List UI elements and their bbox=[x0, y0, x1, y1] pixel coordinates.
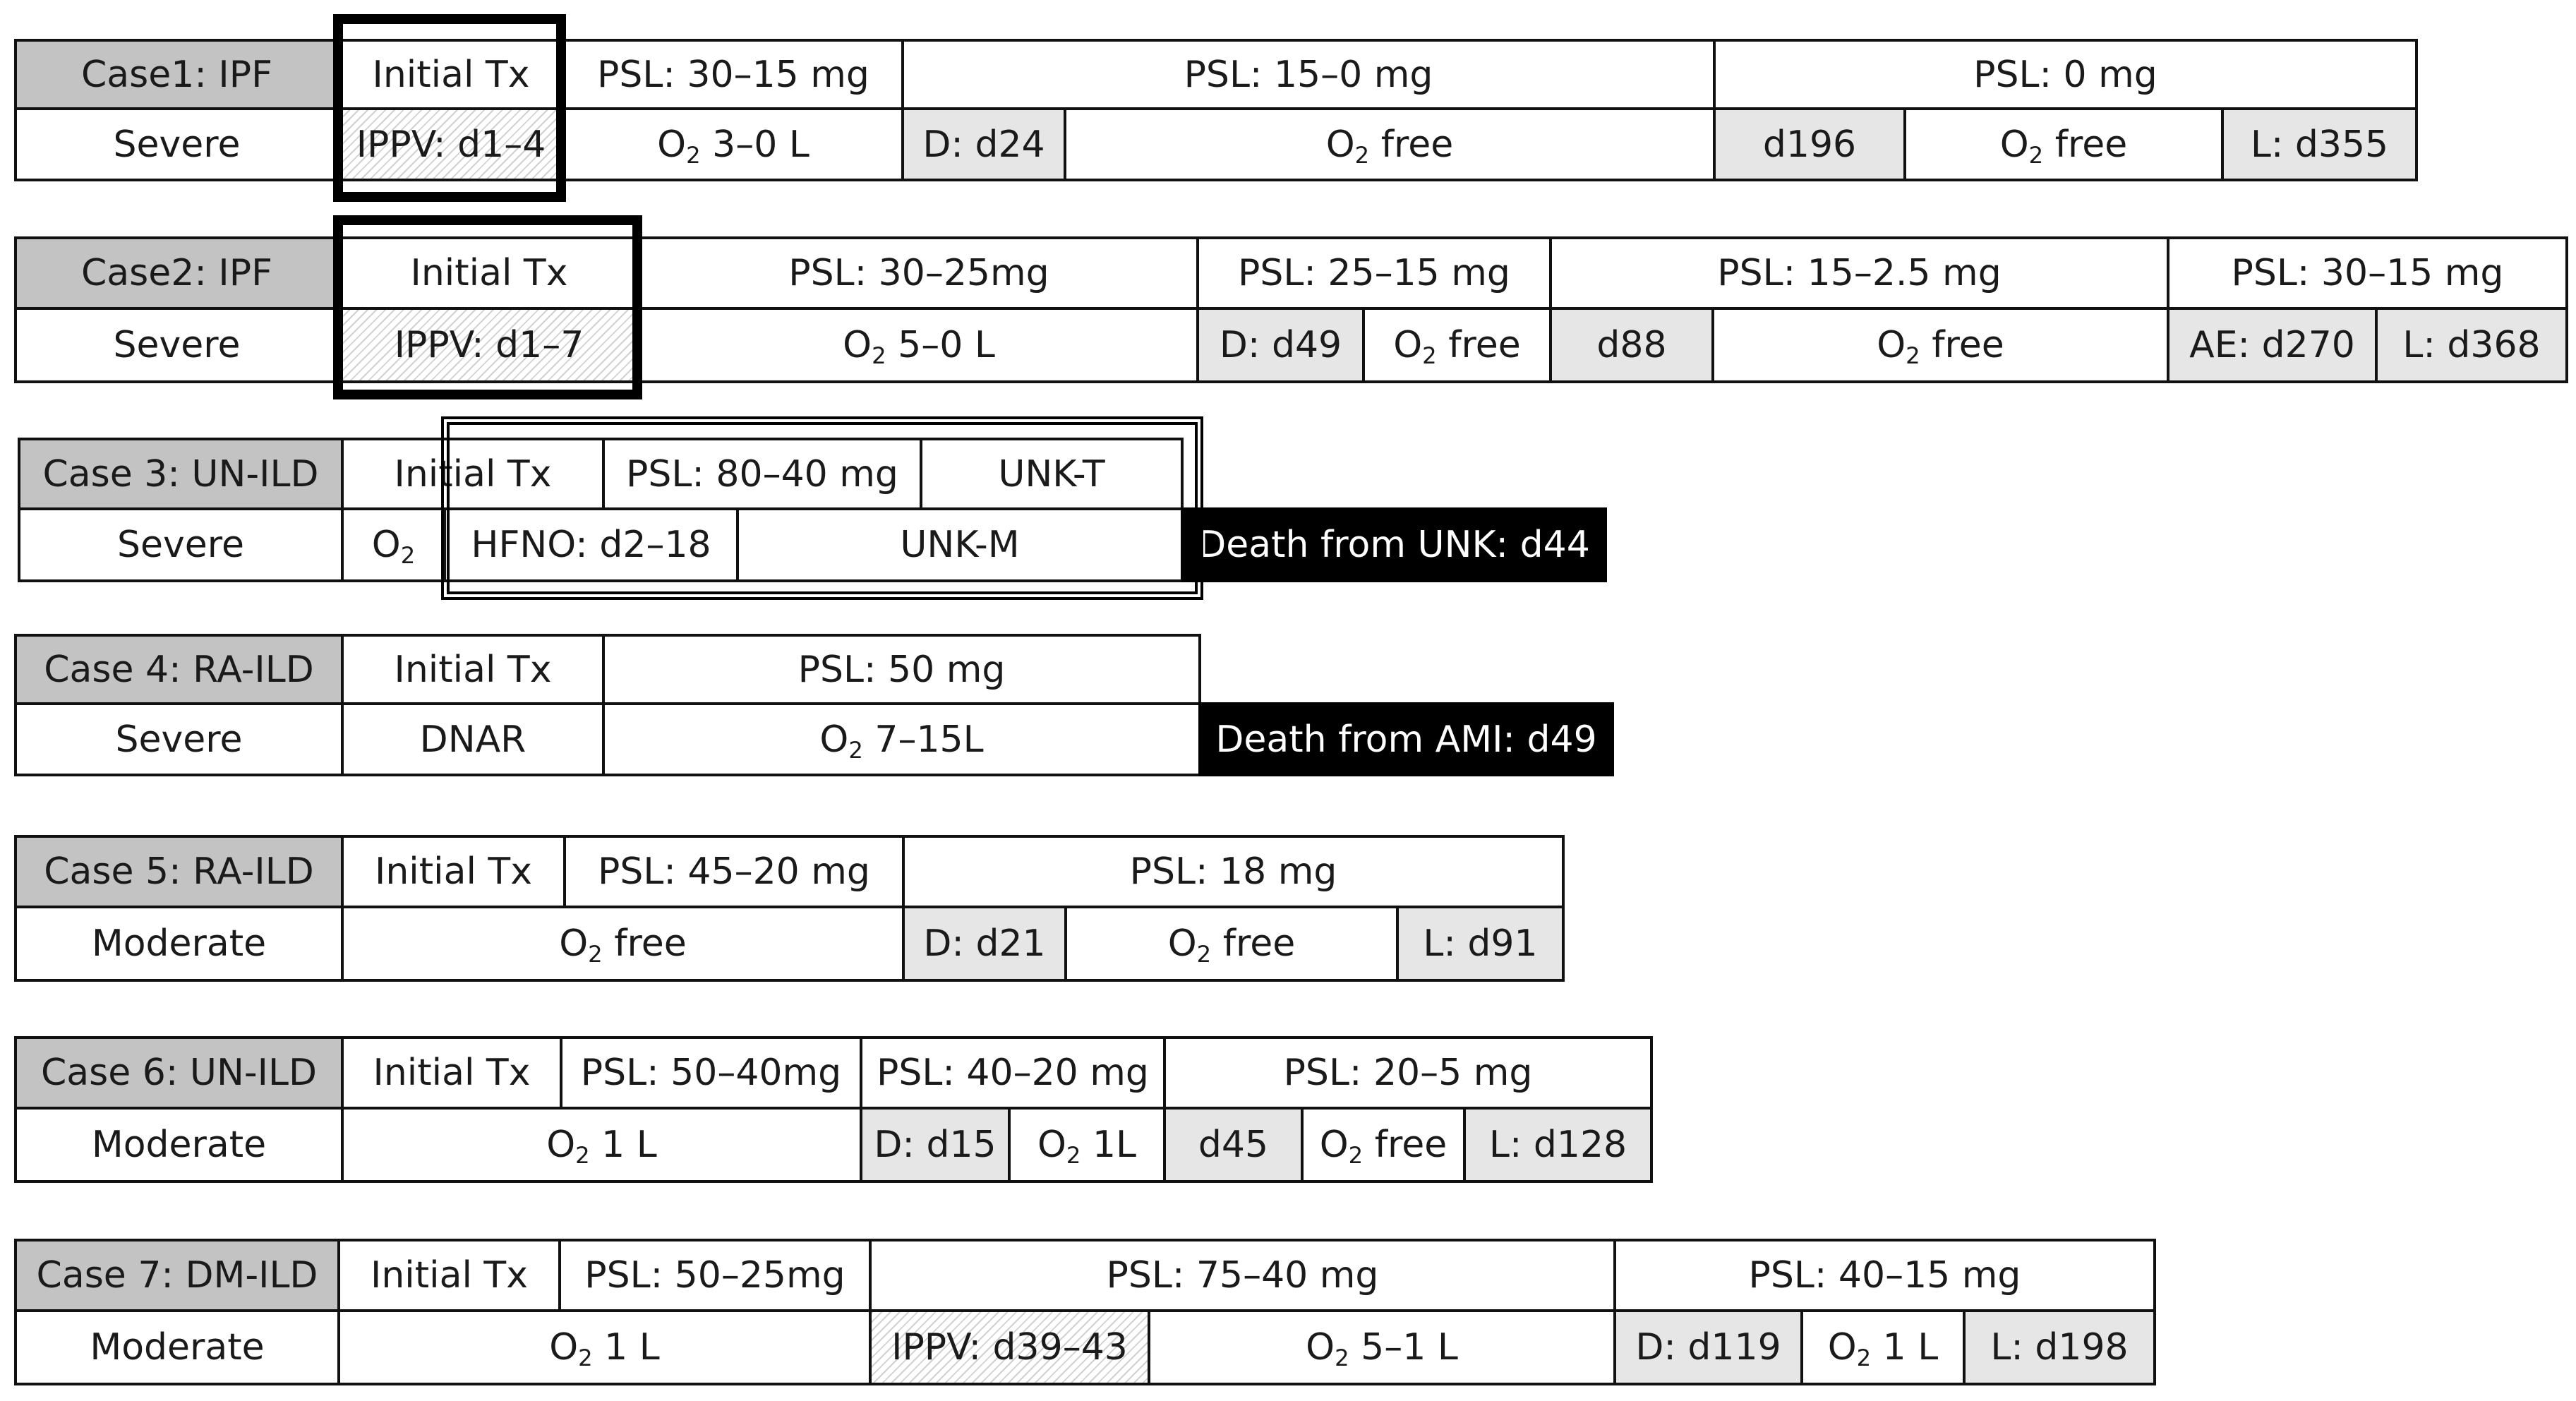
case6-phase-cell bbox=[560, 1036, 862, 1110]
cell-label: L: d355 bbox=[2250, 123, 2389, 166]
cell-label: PSL: 50–40mg bbox=[580, 1052, 842, 1094]
case7-phase-cell bbox=[558, 1239, 872, 1312]
cell-label: Moderate bbox=[90, 1326, 265, 1369]
cell-label: PSL: 40–20 mg bbox=[877, 1052, 1149, 1094]
cell-label: PSL: 30–15 mg bbox=[2231, 252, 2504, 294]
cell-label: D: d119 bbox=[1635, 1326, 1781, 1369]
cell-label: $O_2$ free bbox=[1999, 123, 2128, 169]
case2-event-cell bbox=[1549, 307, 1714, 383]
cell-label: PSL: 0 mg bbox=[1973, 53, 2157, 96]
cell-label: L: d128 bbox=[1488, 1124, 1627, 1166]
case2-phase-cell bbox=[639, 236, 1199, 310]
cell-label: $O_2$ 1L bbox=[1037, 1124, 1137, 1169]
cell-label: IPPV: d1–4 bbox=[356, 123, 546, 166]
cell-label: Severe bbox=[115, 718, 243, 761]
cell-label: Death from UNK: d44 bbox=[1198, 524, 1590, 566]
cell-label: PSL: 18 mg bbox=[1129, 850, 1337, 893]
case4-phase-cell bbox=[341, 634, 605, 705]
case3-title bbox=[18, 438, 344, 510]
cell-label: PSL: 40–15 mg bbox=[1748, 1254, 2021, 1297]
cell-label: AE: d270 bbox=[2189, 324, 2355, 366]
cell-label: Initial Tx bbox=[373, 1052, 531, 1094]
cell-label: d45 bbox=[1198, 1124, 1269, 1166]
cell-label: Case 6: UN-ILD bbox=[41, 1052, 317, 1094]
cell-label: Initial Tx bbox=[410, 252, 568, 294]
cell-label: PSL: 15–2.5 mg bbox=[1717, 252, 2002, 294]
cell-label: $O_2$ free bbox=[1877, 324, 2004, 370]
case5-phase-cell bbox=[902, 835, 1565, 908]
case2-event-cell bbox=[1362, 307, 1552, 383]
case4-title bbox=[14, 634, 344, 705]
cell-label: HFNO: d2–18 bbox=[471, 524, 711, 566]
cell-label: PSL: 80–40 mg bbox=[626, 452, 898, 495]
case6-event-cell bbox=[1301, 1107, 1466, 1183]
cell-label: $O_2$ 1 L bbox=[1827, 1326, 1939, 1372]
cell-label: Initial Tx bbox=[371, 1254, 528, 1297]
cell-label: $O_2$ free bbox=[1319, 1124, 1448, 1169]
case3-event-cell bbox=[1181, 507, 1607, 582]
case1-event-cell bbox=[1903, 107, 2224, 181]
cell-label: IPPV: d1–7 bbox=[394, 324, 584, 366]
cell-label: IPPV: d39–43 bbox=[891, 1326, 1128, 1369]
cell-label: L: d368 bbox=[2402, 324, 2541, 366]
cell-label: $O_2$ 5–1 L bbox=[1306, 1326, 1458, 1372]
case7-event-cell bbox=[1800, 1309, 1966, 1385]
case7-severity bbox=[14, 1309, 340, 1385]
case7-title bbox=[14, 1239, 340, 1312]
cell-label: $O_2$ free bbox=[559, 922, 687, 968]
cell-label: Case 7: DM-ILD bbox=[36, 1254, 318, 1297]
case7-phase-cell bbox=[337, 1239, 561, 1312]
cell-label: $O_2$ free bbox=[1167, 922, 1296, 968]
cell-label: $O_2$ 3–0 L bbox=[657, 123, 809, 169]
cell-label: Initial Tx bbox=[394, 648, 552, 691]
case1-event-cell bbox=[901, 107, 1066, 181]
cell-label: D: d21 bbox=[923, 922, 1046, 965]
cell-label: $O_2$ free bbox=[1393, 324, 1521, 370]
case5-event-cell bbox=[1064, 906, 1399, 982]
cell-label: Death from AMI: d49 bbox=[1215, 718, 1597, 761]
cell-label: PSL: 45–20 mg bbox=[598, 850, 870, 893]
case4-event-cell bbox=[341, 702, 605, 776]
case6-event-cell bbox=[1463, 1107, 1653, 1183]
case7-phase-cell bbox=[869, 1239, 1616, 1312]
cell-label: PSL: 25–15 mg bbox=[1238, 252, 1510, 294]
case2-severity bbox=[14, 307, 339, 383]
case4-event-cell bbox=[602, 702, 1201, 776]
case4-severity bbox=[14, 702, 344, 776]
cell-label: $O_2$ 7–15L bbox=[819, 718, 984, 764]
case1-event-cell bbox=[1064, 107, 1716, 181]
case5-severity bbox=[14, 906, 344, 982]
case1-event-cell bbox=[562, 107, 904, 181]
case6-severity bbox=[14, 1107, 344, 1183]
cell-label: PSL: 15–0 mg bbox=[1184, 53, 1433, 96]
cell-label: d196 bbox=[1762, 123, 1857, 166]
case1-phase-cell bbox=[901, 39, 1716, 110]
cell-label: Initial Tx bbox=[372, 53, 530, 96]
cell-label: D: d15 bbox=[874, 1124, 997, 1166]
cell-label: UNK-T bbox=[998, 452, 1105, 495]
case6-event-cell bbox=[1008, 1107, 1166, 1183]
case6-event-cell bbox=[341, 1107, 862, 1183]
case6-phase-cell bbox=[1163, 1036, 1653, 1110]
case3-event-cell bbox=[341, 507, 446, 582]
case5-phase-cell bbox=[341, 835, 566, 908]
cell-label: PSL: 20–5 mg bbox=[1283, 1052, 1533, 1094]
cell-label: Case 3: UN-ILD bbox=[42, 452, 319, 495]
cell-label: Case2: IPF bbox=[81, 252, 272, 294]
cell-label: D: d24 bbox=[922, 123, 1045, 166]
cell-label: PSL: 75–40 mg bbox=[1106, 1254, 1379, 1297]
cell-label: Severe bbox=[113, 324, 241, 366]
case2-initial-treatment-highlight bbox=[333, 215, 642, 399]
cell-label: L: d91 bbox=[1423, 922, 1538, 965]
cell-label: Moderate bbox=[91, 1124, 267, 1166]
case2-event-cell bbox=[639, 307, 1199, 383]
case2-event-cell bbox=[2375, 307, 2568, 383]
case3-initial-treatment-highlight bbox=[441, 416, 1203, 600]
case7-event-cell bbox=[337, 1309, 872, 1385]
cell-label: PSL: 50–25mg bbox=[584, 1254, 845, 1297]
case7-phase-cell bbox=[1613, 1239, 2156, 1312]
case5-event-cell bbox=[1396, 906, 1565, 982]
case2-event-cell bbox=[1196, 307, 1365, 383]
cell-label: $O_2$ 1 L bbox=[549, 1326, 660, 1372]
cell-label: $O_2$ bbox=[371, 524, 416, 570]
case1-phase-cell bbox=[562, 39, 904, 110]
case6-event-cell bbox=[1163, 1107, 1304, 1183]
cell-label: PSL: 50 mg bbox=[798, 648, 1006, 691]
case3-severity bbox=[18, 507, 344, 582]
cell-label: L: d198 bbox=[1990, 1326, 2129, 1369]
case6-phase-cell bbox=[341, 1036, 562, 1110]
case2-phase-cell bbox=[2167, 236, 2568, 310]
case1-initial-treatment-highlight bbox=[333, 14, 566, 202]
cell-label: PSL: 30–15 mg bbox=[597, 53, 869, 96]
case1-phase-cell bbox=[1713, 39, 2418, 110]
case7-event-cell bbox=[869, 1309, 1150, 1385]
case4-phase-cell bbox=[602, 634, 1201, 705]
cell-label: Initial Tx bbox=[375, 850, 532, 893]
case5-event-cell bbox=[341, 906, 905, 982]
cell-label: $O_2$ 5–0 L bbox=[843, 324, 995, 370]
cell-label: D: d49 bbox=[1219, 324, 1342, 366]
cell-label: Severe bbox=[117, 524, 244, 566]
cell-label: Moderate bbox=[91, 922, 267, 965]
case6-title bbox=[14, 1036, 344, 1110]
cell-label: Case1: IPF bbox=[81, 53, 272, 96]
case1-severity bbox=[14, 107, 339, 181]
case5-phase-cell bbox=[563, 835, 905, 908]
case1-title bbox=[14, 39, 339, 110]
case7-event-cell bbox=[1613, 1309, 1803, 1385]
cell-label: DNAR bbox=[419, 718, 526, 761]
case5-title bbox=[14, 835, 344, 908]
case4-event-cell bbox=[1198, 702, 1614, 776]
case2-title bbox=[14, 236, 339, 310]
cell-label: Severe bbox=[113, 123, 241, 166]
case6-event-cell bbox=[860, 1107, 1011, 1183]
cell-label: PSL: 30–25mg bbox=[788, 252, 1049, 294]
cell-label: UNK-M bbox=[900, 524, 1020, 566]
cell-label: d88 bbox=[1596, 324, 1667, 366]
cell-label: Case 4: RA-ILD bbox=[44, 648, 314, 691]
cell-label: $O_2$ 1 L bbox=[546, 1124, 657, 1169]
case2-event-cell bbox=[2167, 307, 2378, 383]
case2-event-cell bbox=[1711, 307, 2169, 383]
case1-event-cell bbox=[2221, 107, 2418, 181]
cell-label: Case 5: RA-ILD bbox=[44, 850, 314, 893]
cell-label: Initial Tx bbox=[394, 452, 552, 495]
cell-label: $O_2$ free bbox=[1325, 123, 1454, 169]
case6-phase-cell bbox=[860, 1036, 1166, 1110]
case7-event-cell bbox=[1148, 1309, 1616, 1385]
case1-event-cell bbox=[1713, 107, 1906, 181]
case2-phase-cell bbox=[1549, 236, 2169, 310]
case7-event-cell bbox=[1963, 1309, 2156, 1385]
case2-phase-cell bbox=[1196, 236, 1552, 310]
case5-event-cell bbox=[902, 906, 1067, 982]
